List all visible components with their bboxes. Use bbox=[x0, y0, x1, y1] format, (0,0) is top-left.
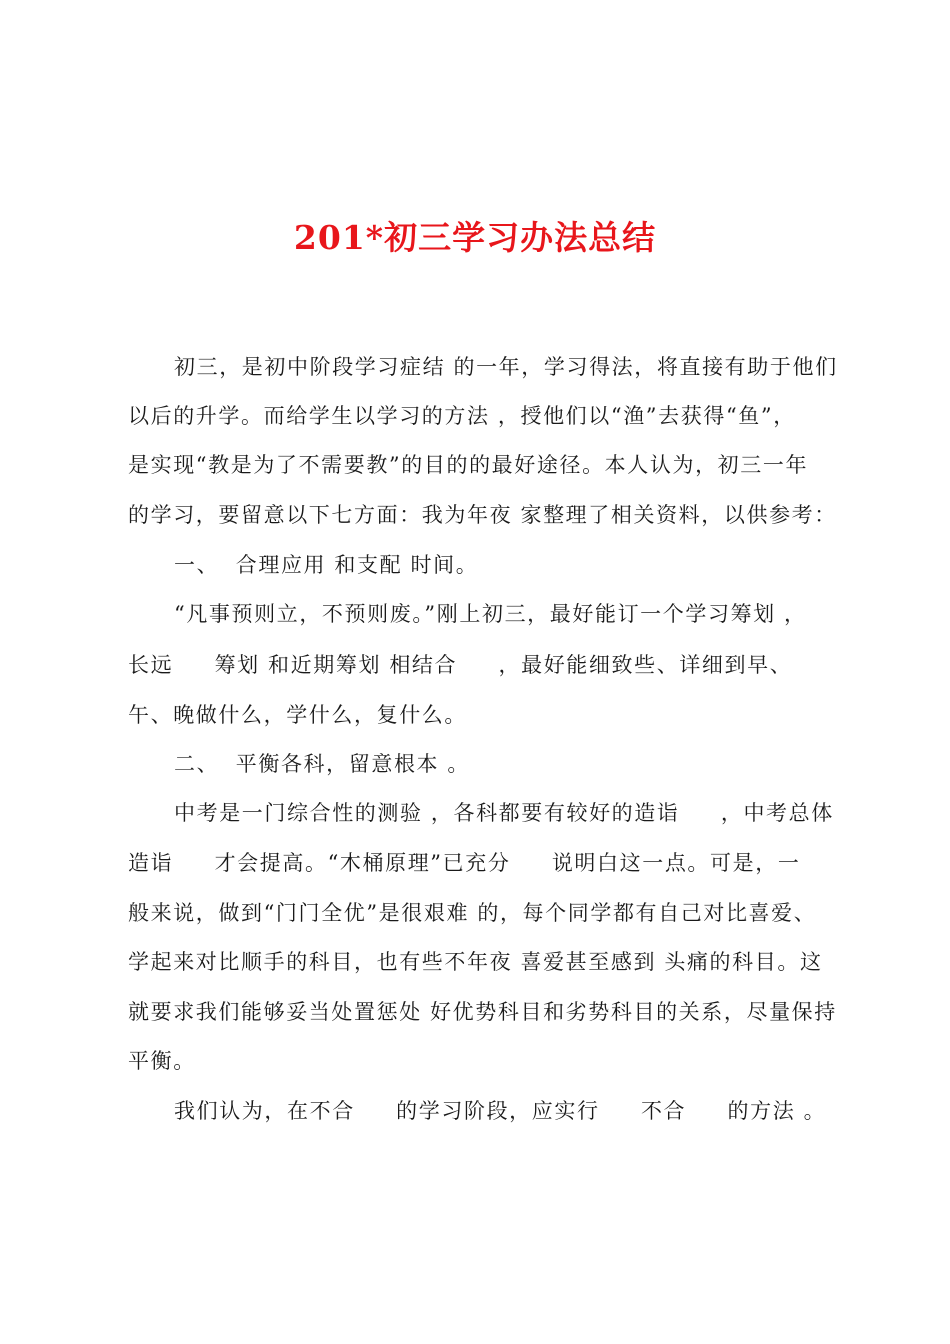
section-heading: 一、 合理应用 和支配 时间。 bbox=[174, 553, 479, 577]
text-line: 般来说，做到“门门全优”是很艰难 的，每个同学都有自己对比喜爱、 bbox=[128, 901, 817, 925]
text-line: 的学习，要留意以下七方面：我为年夜 家整理了相关资料，以供参考： bbox=[128, 503, 837, 527]
text-line: 造诣 才会提高。“木桶原理”已充分 说明白这一点。可是，一 bbox=[128, 851, 801, 875]
text-line: 以后的升学。而给学生以学习的方法 ，授他们以“渔”去获得“鱼”， bbox=[128, 404, 796, 428]
text-line: 初三，是初中阶段学习症结 的一年，学习得法，将直接有助于他们 bbox=[174, 355, 838, 379]
text-line: 中考是一门综合性的测验 ，各科都要有较好的造诣 ，中考总体 bbox=[174, 801, 834, 825]
document-title: 201*初三学习办法总结 bbox=[293, 218, 657, 257]
text-line: 是实现“教是为了不需要教”的目的的最好途径。本人认为，初三一年 bbox=[128, 453, 809, 477]
text-line: 午、晚做什么，学什么，复什么。 bbox=[128, 703, 467, 727]
text-line: 就要求我们能够妥当处置惩处 好优势科目和劣势科目的关系，尽量保持 bbox=[128, 1000, 837, 1024]
text-line: 学起来对比顺手的科目，也有些不年夜 喜爱甚至感到 头痛的科目。这 bbox=[128, 950, 823, 974]
text-line: 长远 筹划 和近期筹划 相结合 ，最好能细致些、详细到早、 bbox=[128, 653, 793, 677]
text-line: 我们认为，在不合 的学习阶段，应实行 不合 的方法 。 bbox=[174, 1099, 827, 1123]
section-heading: 二、 平衡各科，留意根本 。 bbox=[174, 752, 471, 776]
text-line: 平衡。 bbox=[128, 1049, 196, 1073]
text-line: “凡事预则立，不预则废。”刚上初三，最好能订一个学习筹划 ， bbox=[174, 602, 807, 626]
